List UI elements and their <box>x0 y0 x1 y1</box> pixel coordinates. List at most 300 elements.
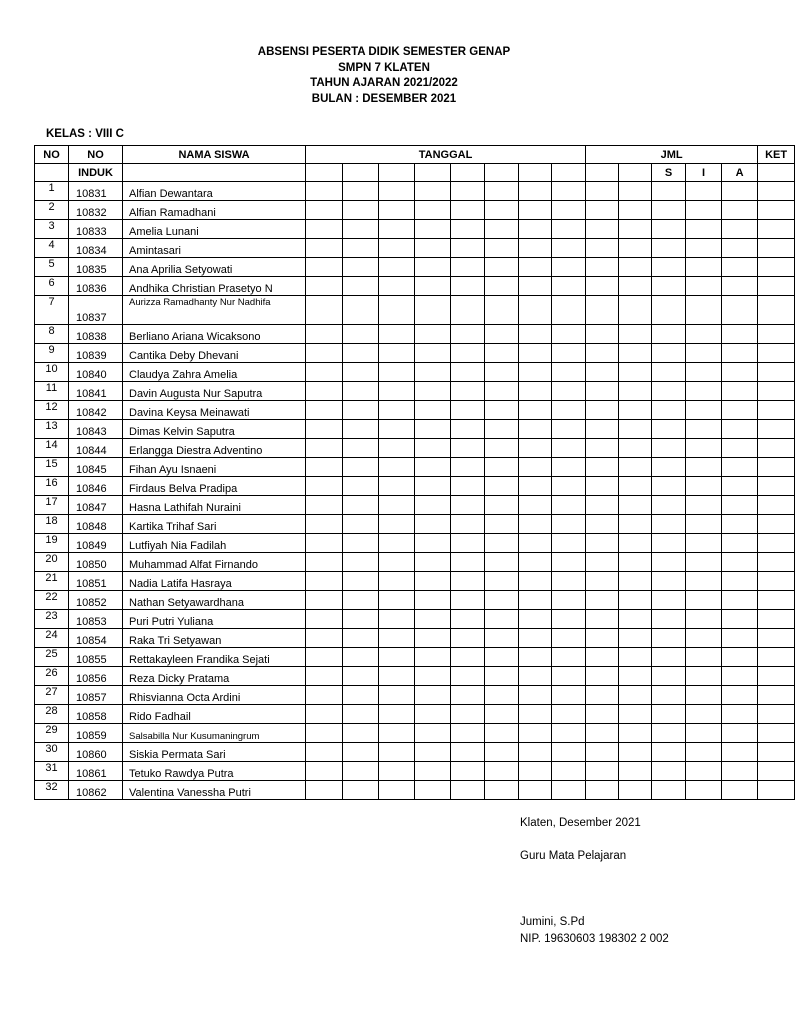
attendance-cell <box>343 781 379 800</box>
attendance-cell <box>586 724 619 743</box>
attendance-cell <box>722 401 758 420</box>
attendance-cell <box>379 344 415 363</box>
attendance-cell <box>343 743 379 762</box>
attendance-cell <box>619 325 652 344</box>
student-name: Muhammad Alfat Firnando <box>123 553 306 572</box>
attendance-cell <box>451 401 485 420</box>
attendance-cell <box>619 648 652 667</box>
student-name: Claudya Zahra Amelia <box>123 363 306 382</box>
student-number: 8 <box>35 325 69 344</box>
attendance-cell <box>652 686 686 705</box>
attendance-cell <box>552 458 586 477</box>
table-row <box>35 648 795 667</box>
student-number: 4 <box>35 239 69 258</box>
attendance-cell <box>586 496 619 515</box>
table-row <box>35 781 795 800</box>
attendance-cell <box>552 743 586 762</box>
attendance-cell <box>722 296 758 325</box>
student-induk: 10849 <box>69 534 123 553</box>
attendance-cell <box>306 781 343 800</box>
attendance-cell <box>619 686 652 705</box>
attendance-cell <box>451 648 485 667</box>
attendance-cell <box>686 686 722 705</box>
student-number: 20 <box>35 553 69 572</box>
attendance-cell <box>415 667 451 686</box>
attendance-cell <box>485 439 519 458</box>
attendance-cell <box>306 382 343 401</box>
attendance-cell <box>619 439 652 458</box>
student-number: 11 <box>35 382 69 401</box>
attendance-cell <box>415 515 451 534</box>
attendance-cell <box>652 382 686 401</box>
student-induk: 10862 <box>69 781 123 800</box>
attendance-cell <box>552 201 586 220</box>
attendance-cell <box>379 420 415 439</box>
attendance-cell <box>519 182 552 201</box>
attendance-cell <box>586 344 619 363</box>
attendance-cell <box>306 420 343 439</box>
document-header <box>0 45 768 107</box>
student-induk: 10845 <box>69 458 123 477</box>
student-number: 12 <box>35 401 69 420</box>
attendance-cell <box>379 363 415 382</box>
attendance-cell <box>652 629 686 648</box>
attendance-cell <box>306 258 343 277</box>
attendance-cell <box>379 258 415 277</box>
student-name: Siskia Permata Sari <box>123 743 306 762</box>
attendance-cell <box>519 667 552 686</box>
attendance-cell <box>485 534 519 553</box>
student-number: 24 <box>35 629 69 648</box>
attendance-cell <box>451 296 485 325</box>
attendance-cell <box>519 401 552 420</box>
attendance-cell <box>379 667 415 686</box>
attendance-cell <box>306 743 343 762</box>
student-induk: 10852 <box>69 591 123 610</box>
student-number: 18 <box>35 515 69 534</box>
attendance-cell <box>306 220 343 239</box>
attendance-cell <box>652 420 686 439</box>
attendance-cell <box>758 762 795 781</box>
attendance-cell <box>415 572 451 591</box>
attendance-cell <box>686 439 722 458</box>
attendance-cell <box>758 610 795 629</box>
attendance-cell <box>586 458 619 477</box>
student-name: Kartika Trihaf Sari <box>123 515 306 534</box>
attendance-cell <box>652 496 686 515</box>
attendance-cell <box>758 220 795 239</box>
attendance-cell <box>485 629 519 648</box>
attendance-cell <box>722 325 758 344</box>
attendance-cell <box>415 325 451 344</box>
attendance-cell <box>552 648 586 667</box>
attendance-cell <box>485 325 519 344</box>
student-induk: 10861 <box>69 762 123 781</box>
attendance-cell <box>552 610 586 629</box>
attendance-cell <box>485 705 519 724</box>
student-name: Nadia Latifa Hasraya <box>123 572 306 591</box>
attendance-cell <box>451 572 485 591</box>
attendance-cell <box>379 762 415 781</box>
attendance-cell <box>722 610 758 629</box>
attendance-cell <box>343 686 379 705</box>
col-tanggal-header: TANGGAL <box>306 146 586 164</box>
student-induk: 10832 <box>69 201 123 220</box>
student-name: Rhisvianna Octa Ardini <box>123 686 306 705</box>
attendance-cell <box>686 762 722 781</box>
attendance-cell <box>343 439 379 458</box>
attendance-cell <box>758 496 795 515</box>
attendance-cell <box>343 629 379 648</box>
student-number: 29 <box>35 724 69 743</box>
attendance-cell <box>552 239 586 258</box>
student-name: Andhika Christian Prasetyo N <box>123 277 306 296</box>
student-induk: 10855 <box>69 648 123 667</box>
attendance-cell <box>379 401 415 420</box>
attendance-cell <box>451 705 485 724</box>
attendance-cell <box>306 458 343 477</box>
attendance-cell <box>343 458 379 477</box>
attendance-cell <box>415 239 451 258</box>
attendance-cell <box>619 458 652 477</box>
attendance-cell <box>485 762 519 781</box>
attendance-cell <box>652 258 686 277</box>
student-name: Ana Aprilia Setyowati <box>123 258 306 277</box>
student-number: 27 <box>35 686 69 705</box>
attendance-cell <box>451 667 485 686</box>
attendance-cell <box>619 515 652 534</box>
attendance-cell <box>619 258 652 277</box>
student-name: Dimas Kelvin Saputra <box>123 420 306 439</box>
student-name: Tetuko Rawdya Putra <box>123 762 306 781</box>
attendance-cell <box>451 277 485 296</box>
attendance-cell <box>686 458 722 477</box>
attendance-cell <box>722 686 758 705</box>
title-line-1: ABSENSI PESERTA DIDIK SEMESTER GENAP <box>257 46 511 58</box>
attendance-cell <box>519 477 552 496</box>
attendance-cell <box>552 363 586 382</box>
attendance-cell <box>619 629 652 648</box>
attendance-cell <box>586 705 619 724</box>
col-induk-header: INDUK <box>69 164 123 182</box>
attendance-cell <box>586 325 619 344</box>
attendance-cell <box>552 325 586 344</box>
attendance-cell <box>485 686 519 705</box>
attendance-cell <box>379 781 415 800</box>
attendance-cell <box>415 496 451 515</box>
table-row <box>35 610 795 629</box>
attendance-cell <box>686 201 722 220</box>
attendance-cell <box>722 201 758 220</box>
attendance-cell <box>586 239 619 258</box>
table-row <box>35 439 795 458</box>
student-name: Hasna Lathifah Nuraini <box>123 496 306 515</box>
table-row <box>35 515 795 534</box>
student-number: 32 <box>35 781 69 800</box>
attendance-cell <box>758 182 795 201</box>
student-number: 1 <box>35 182 69 201</box>
attendance-cell <box>451 363 485 382</box>
attendance-cell <box>451 629 485 648</box>
footer-name: Jumini, S.Pd <box>520 916 585 928</box>
attendance-cell <box>343 325 379 344</box>
attendance-cell <box>619 363 652 382</box>
attendance-cell <box>519 762 552 781</box>
student-number: 9 <box>35 344 69 363</box>
attendance-cell <box>306 629 343 648</box>
attendance-cell <box>686 591 722 610</box>
attendance-cell <box>722 762 758 781</box>
attendance-cell <box>485 220 519 239</box>
table-row <box>35 344 795 363</box>
student-name: Alfian Ramadhani <box>123 201 306 220</box>
attendance-cell <box>379 686 415 705</box>
attendance-cell <box>306 515 343 534</box>
attendance-cell <box>722 705 758 724</box>
attendance-cell <box>552 420 586 439</box>
attendance-cell <box>306 439 343 458</box>
attendance-cell <box>519 629 552 648</box>
footer-nip: NIP. 19630603 198302 2 002 <box>520 933 669 945</box>
attendance-cell <box>722 182 758 201</box>
title-line-3: TAHUN AJARAN 2021/2022 <box>310 77 458 89</box>
student-induk: 10859 <box>69 724 123 743</box>
attendance-cell <box>586 743 619 762</box>
attendance-cell <box>619 182 652 201</box>
attendance-cell <box>552 553 586 572</box>
attendance-cell <box>306 705 343 724</box>
attendance-cell <box>686 629 722 648</box>
student-induk: 10851 <box>69 572 123 591</box>
attendance-cell <box>415 686 451 705</box>
attendance-cell <box>686 477 722 496</box>
attendance-cell <box>586 382 619 401</box>
attendance-cell <box>415 648 451 667</box>
student-name: Davin Augusta Nur Saputra <box>123 382 306 401</box>
attendance-cell <box>415 420 451 439</box>
attendance-cell <box>343 667 379 686</box>
attendance-cell <box>552 534 586 553</box>
student-induk: 10846 <box>69 477 123 496</box>
attendance-cell <box>686 239 722 258</box>
attendance-cell <box>485 553 519 572</box>
attendance-cell <box>652 515 686 534</box>
attendance-cell <box>379 220 415 239</box>
attendance-cell <box>686 781 722 800</box>
attendance-cell <box>379 496 415 515</box>
attendance-cell <box>306 553 343 572</box>
attendance-cell <box>451 686 485 705</box>
attendance-cell <box>758 239 795 258</box>
title-line-4: BULAN : DESEMBER 2021 <box>311 92 457 105</box>
attendance-cell <box>415 705 451 724</box>
attendance-cell <box>519 363 552 382</box>
attendance-cell <box>652 572 686 591</box>
attendance-cell <box>306 201 343 220</box>
attendance-cell <box>722 439 758 458</box>
attendance-cell <box>379 534 415 553</box>
student-number: 14 <box>35 439 69 458</box>
attendance-cell <box>306 686 343 705</box>
col-ket-header: KET <box>758 146 795 164</box>
attendance-cell <box>415 553 451 572</box>
attendance-cell <box>485 781 519 800</box>
attendance-cell <box>306 648 343 667</box>
attendance-cell <box>485 496 519 515</box>
attendance-cell <box>306 296 343 325</box>
attendance-cell <box>652 591 686 610</box>
student-induk: 10844 <box>69 439 123 458</box>
attendance-cell <box>415 591 451 610</box>
attendance-cell <box>306 534 343 553</box>
attendance-cell <box>586 572 619 591</box>
student-induk: 10842 <box>69 401 123 420</box>
attendance-cell <box>519 420 552 439</box>
attendance-cell <box>586 420 619 439</box>
attendance-cell <box>343 220 379 239</box>
attendance-cell <box>379 515 415 534</box>
attendance-cell <box>758 344 795 363</box>
attendance-cell <box>415 258 451 277</box>
attendance-cell <box>519 743 552 762</box>
attendance-cell <box>519 553 552 572</box>
attendance-cell <box>722 344 758 363</box>
attendance-cell <box>619 401 652 420</box>
attendance-cell <box>343 762 379 781</box>
student-name: Amelia Lunani <box>123 220 306 239</box>
attendance-cell <box>619 220 652 239</box>
attendance-cell <box>619 610 652 629</box>
attendance-cell <box>519 258 552 277</box>
attendance-cell <box>686 258 722 277</box>
student-name: Davina Keysa Meinawati <box>123 401 306 420</box>
attendance-cell <box>722 553 758 572</box>
attendance-cell <box>485 296 519 325</box>
attendance-cell <box>758 439 795 458</box>
attendance-cell <box>552 724 586 743</box>
student-name: Raka Tri Setyawan <box>123 629 306 648</box>
attendance-cell <box>552 515 586 534</box>
attendance-cell <box>379 277 415 296</box>
attendance-cell <box>306 762 343 781</box>
table-row <box>35 401 795 420</box>
attendance-cell <box>619 277 652 296</box>
student-name: Reza Dicky Pratama <box>123 667 306 686</box>
attendance-cell <box>485 201 519 220</box>
attendance-cell <box>343 401 379 420</box>
attendance-cell <box>758 591 795 610</box>
attendance-cell <box>451 496 485 515</box>
attendance-cell <box>485 724 519 743</box>
attendance-cell <box>586 686 619 705</box>
attendance-cell <box>343 344 379 363</box>
attendance-cell <box>306 572 343 591</box>
attendance-cell <box>451 182 485 201</box>
attendance-cell <box>552 182 586 201</box>
attendance-cell <box>722 515 758 534</box>
attendance-cell <box>379 610 415 629</box>
attendance-cell <box>343 553 379 572</box>
attendance-cell <box>379 705 415 724</box>
attendance-cell <box>343 572 379 591</box>
attendance-cell <box>552 667 586 686</box>
attendance-cell <box>586 477 619 496</box>
table-row <box>35 201 795 220</box>
attendance-table <box>34 145 795 800</box>
attendance-cell <box>415 458 451 477</box>
attendance-cell <box>686 667 722 686</box>
attendance-cell <box>306 496 343 515</box>
attendance-cell <box>379 591 415 610</box>
student-induk: 10835 <box>69 258 123 277</box>
col-jml-header: JML <box>586 146 758 164</box>
attendance-cell <box>485 610 519 629</box>
attendance-cell <box>451 239 485 258</box>
attendance-cell <box>586 534 619 553</box>
attendance-cell <box>686 325 722 344</box>
footer-place-date: Klaten, Desember 2021 <box>520 817 641 829</box>
attendance-cell <box>758 258 795 277</box>
attendance-cell <box>586 363 619 382</box>
class-label: KELAS : VIII C <box>46 128 124 140</box>
attendance-cell <box>652 401 686 420</box>
attendance-cell <box>343 182 379 201</box>
attendance-cell <box>652 439 686 458</box>
attendance-cell <box>451 515 485 534</box>
attendance-cell <box>451 553 485 572</box>
attendance-cell <box>722 743 758 762</box>
attendance-cell <box>519 201 552 220</box>
table-row <box>35 572 795 591</box>
student-name: Amintasari <box>123 239 306 258</box>
attendance-cell <box>451 344 485 363</box>
attendance-cell <box>485 258 519 277</box>
attendance-cell <box>552 572 586 591</box>
attendance-cell <box>306 182 343 201</box>
attendance-cell <box>758 458 795 477</box>
attendance-cell <box>619 591 652 610</box>
student-induk: 10858 <box>69 705 123 724</box>
attendance-cell <box>519 724 552 743</box>
attendance-cell <box>722 239 758 258</box>
attendance-cell <box>722 648 758 667</box>
attendance-cell <box>415 401 451 420</box>
attendance-cell <box>722 277 758 296</box>
attendance-cell <box>758 515 795 534</box>
header-row-1 <box>35 146 795 164</box>
attendance-cell <box>586 182 619 201</box>
table-row <box>35 553 795 572</box>
table-row <box>35 182 795 201</box>
attendance-cell <box>379 239 415 258</box>
student-name: Alfian Dewantara <box>123 182 306 201</box>
attendance-cell <box>686 420 722 439</box>
student-number: 26 <box>35 667 69 686</box>
attendance-cell <box>343 201 379 220</box>
attendance-cell <box>552 477 586 496</box>
student-name: Salsabilla Nur Kusumaningrum <box>123 724 306 743</box>
col-a-header: A <box>722 164 758 182</box>
student-name: Aurizza Ramadhanty Nur Nadhifa <box>123 296 306 325</box>
attendance-cell <box>686 401 722 420</box>
attendance-cell <box>652 363 686 382</box>
table-row <box>35 382 795 401</box>
student-induk: 10850 <box>69 553 123 572</box>
student-name: Rido Fadhail <box>123 705 306 724</box>
attendance-cell <box>415 439 451 458</box>
attendance-cell <box>415 182 451 201</box>
table-row <box>35 296 795 325</box>
